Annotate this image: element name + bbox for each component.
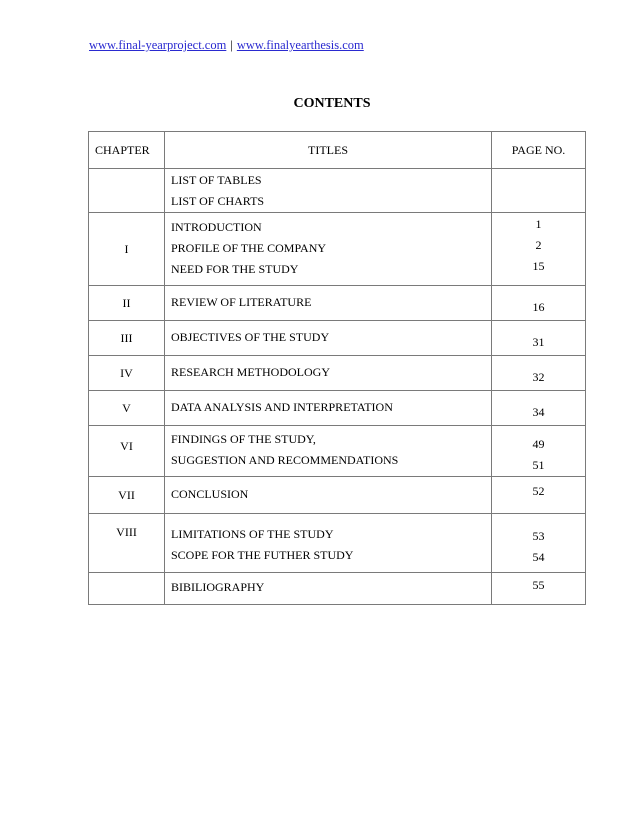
table-row	[89, 286, 586, 321]
page-number: 32	[532, 370, 545, 384]
section-title: BIBILIOGRAPHY	[171, 580, 265, 594]
page-number: 55	[532, 578, 545, 592]
chapter-cell	[89, 286, 165, 321]
table-row	[89, 391, 586, 426]
titles-cell	[165, 573, 492, 605]
page-number-cell	[492, 477, 586, 514]
page-number: 52	[532, 484, 545, 498]
section-title: SUGGESTION AND RECOMMENDATIONS	[171, 453, 399, 467]
table-row	[89, 169, 586, 213]
page-header	[89, 38, 364, 53]
contents-table	[88, 131, 586, 605]
section-title: CONCLUSION	[171, 487, 249, 501]
page-number: 53	[532, 529, 545, 543]
page-number-cell	[492, 514, 586, 573]
section-title: REVIEW OF LITERATURE	[171, 295, 312, 309]
contents-title: CONTENTS	[293, 96, 371, 111]
section-title: LIST OF TABLES	[171, 173, 262, 187]
chapter-number: IV	[120, 366, 133, 380]
titles-cell	[165, 391, 492, 426]
page-number-cell	[492, 321, 586, 356]
page-number: 49	[532, 437, 545, 451]
section-title: INTRODUCTION	[171, 220, 262, 234]
table-row	[89, 477, 586, 514]
page-number-cell	[492, 356, 586, 391]
chapter-number	[89, 573, 164, 594]
header-separator: |	[230, 38, 233, 52]
page-number: 51	[532, 458, 545, 472]
page-number: 16	[532, 300, 545, 314]
chapter-number	[89, 169, 164, 190]
table-row	[89, 426, 586, 477]
section-title: SCOPE FOR THE FUTHER STUDY	[171, 548, 354, 562]
page-number: 15	[532, 259, 545, 273]
titles-cell	[165, 477, 492, 514]
page-number-cell	[492, 573, 586, 605]
chapter-cell	[89, 213, 165, 286]
chapter-cell	[89, 391, 165, 426]
section-title: LIST OF CHARTS	[171, 194, 265, 208]
page-no-column-header: PAGE NO.	[492, 132, 586, 169]
titles-cell	[165, 213, 492, 286]
page-number: 34	[532, 405, 545, 419]
page-number: 31	[532, 335, 545, 349]
section-title: DATA ANALYSIS AND INTERPRETATION	[171, 400, 393, 414]
page-number-cell	[492, 426, 586, 477]
section-title: RESEARCH METHODOLOGY	[171, 365, 330, 379]
chapter-number: II	[122, 296, 131, 310]
chapter-cell	[89, 573, 165, 605]
page-number-cell	[492, 286, 586, 321]
table-row	[89, 213, 586, 286]
chapter-cell	[89, 356, 165, 391]
chapter-number: VII	[118, 488, 135, 502]
titles-cell	[165, 169, 492, 213]
table-row	[89, 573, 586, 605]
chapter-number: VIII	[116, 525, 137, 539]
chapter-number: I	[124, 242, 129, 256]
header-link-finalyearthesis[interactable]: www.finalyearthesis.com	[236, 38, 364, 52]
section-title: NEED FOR THE STUDY	[171, 262, 299, 276]
titles-cell	[165, 286, 492, 321]
contents-table-body	[89, 169, 586, 605]
titles-cell	[165, 514, 492, 573]
chapter-cell	[89, 169, 165, 213]
table-row	[89, 321, 586, 356]
chapter-cell	[89, 426, 165, 477]
page-number: 54	[532, 550, 545, 564]
titles-cell	[165, 356, 492, 391]
chapter-cell	[89, 514, 165, 573]
page-number: 1	[535, 217, 542, 231]
section-title: OBJECTIVES OF THE STUDY	[171, 330, 330, 344]
chapter-number: VI	[120, 439, 133, 453]
page-number-cell	[492, 391, 586, 426]
titles-cell	[165, 426, 492, 477]
chapter-cell	[89, 321, 165, 356]
header-link-final-yearproject[interactable]: www.final-yearproject.com	[89, 38, 227, 52]
table-row	[89, 356, 586, 391]
chapter-cell	[89, 477, 165, 514]
page-number: 2	[535, 238, 542, 252]
page-number-cell	[492, 169, 586, 213]
page-number-cell	[492, 213, 586, 286]
section-title: LIMITATIONS OF THE STUDY	[171, 527, 334, 541]
section-title: FINDINGS OF THE STUDY,	[171, 432, 316, 446]
titles-cell	[165, 321, 492, 356]
table-header-row	[89, 132, 586, 169]
table-row	[89, 514, 586, 573]
chapter-number: III	[120, 331, 133, 345]
titles-column-header: TITLES	[165, 132, 492, 169]
chapter-number: V	[122, 401, 131, 415]
section-title: PROFILE OF THE COMPANY	[171, 241, 327, 255]
chapter-column-header: CHAPTER	[89, 132, 165, 169]
